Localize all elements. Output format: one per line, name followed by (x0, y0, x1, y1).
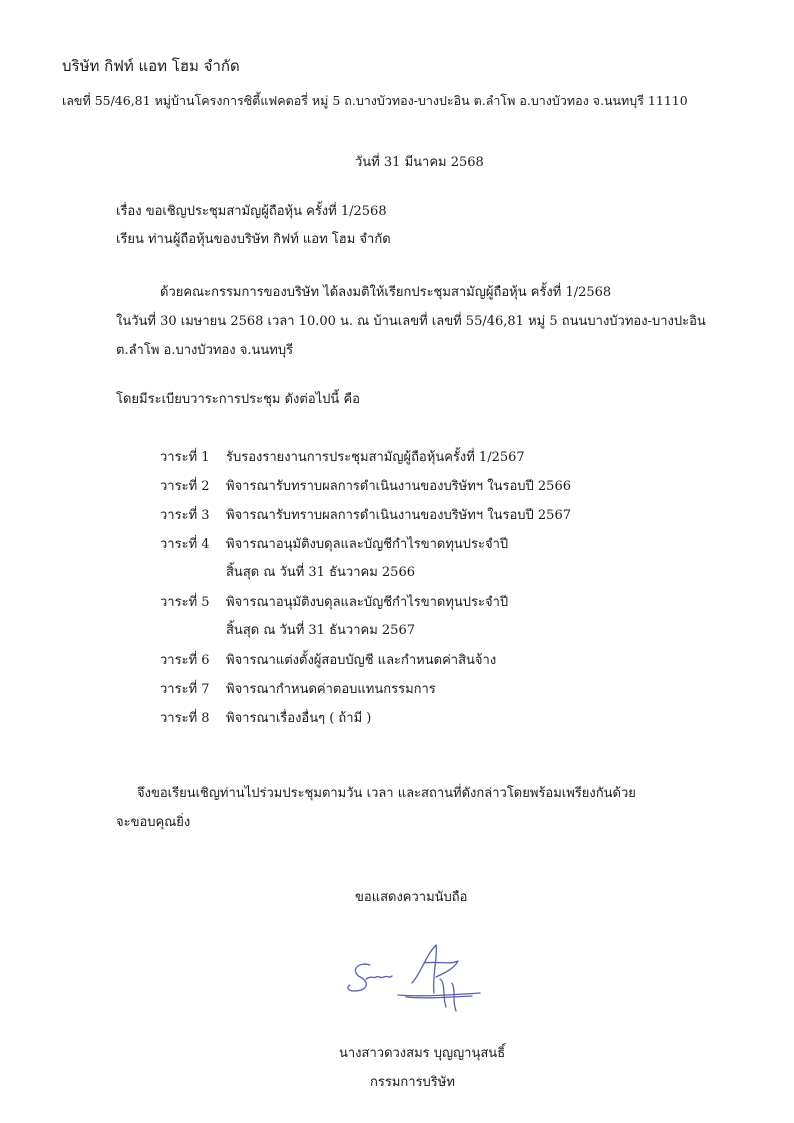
agenda-intro: โดยมีระเบียบวาระการประชุม ดังต่อไปนี้ คือ (116, 392, 360, 407)
agenda-text: พิจารณาแต่งตั้งผู้สอบบัญชี และกำหนดค่าสินจ้าง (226, 653, 497, 668)
agenda-text: พิจารณากำหนดค่าตอบแทนกรรมการ (226, 682, 436, 697)
agenda-item-4 (0, 533, 794, 591)
agenda-item-2 (0, 475, 794, 504)
agenda-item-8 (0, 707, 794, 736)
agenda-item-1 (0, 446, 794, 475)
agenda-text: พิจารณาเรื่องอื่นๆ ( ถ้ามี ) (226, 711, 372, 726)
signature-stroke (348, 964, 370, 991)
agenda-label: วาระที่ 2 (160, 479, 210, 494)
letter-subject: เรื่อง ขอเชิญประชุมสามัญผู้ถือหุ้น ครั้งที่ 1/2568 (116, 204, 387, 219)
agenda-label: วาระที่ 1 (160, 450, 210, 465)
agenda-label: วาระที่ 7 (160, 682, 210, 697)
signature-stroke (412, 945, 436, 993)
company-name: บริษัท กิฟท์ แอท โฮม จำกัด (62, 57, 240, 75)
agenda-item-5 (0, 591, 794, 649)
agenda-text: พิจารณารับทราบผลการดำเนินงานของบริษัทฯ ในรอบปี 2567 (226, 508, 571, 523)
agenda-item-6 (0, 649, 794, 678)
handwritten-signature (340, 935, 490, 1020)
agenda-label: วาระที่ 3 (160, 508, 210, 523)
agenda-text: พิจารณาอนุมัติงบดุลและบัญชีกำไรขาดทุนประจำปี (226, 537, 509, 552)
company-address: เลขที่ 55/46,81 หมู่บ้านโครงการซิตี้แฟคตอรี่ หมู่ 5 ถ.บางบัวทอง-บางปะอิน ต.ลำโพ อ.บางบัวทอง จ.นนทบุรี 11110 (62, 93, 688, 108)
agenda-label: วาระที่ 4 (160, 537, 210, 552)
agenda-text: พิจารณารับทราบผลการดำเนินงานของบริษัทฯ ในรอบปี 2566 (226, 479, 571, 494)
signature-stroke (398, 993, 480, 996)
agenda-text: รับรองรายงานการประชุมสามัญผู้ถือหุ้นครั้งที่ 1/2567 (226, 450, 525, 465)
agenda-label: วาระที่ 8 (160, 711, 210, 726)
agenda-label: วาระที่ 6 (160, 653, 210, 668)
letter-date: วันที่ 31 มีนาคม 2568 (355, 155, 484, 170)
closing-line-1: จึงขอเรียนเชิญท่านไปร่วมประชุมตามวัน เวลา และสถานที่ดังกล่าวโดยพร้อมเพรียงกันด้วย (137, 786, 636, 801)
signature-stroke (424, 961, 458, 977)
signature-stroke (440, 979, 446, 1007)
closing-line-2: จะขอบคุณยิ่ง (116, 815, 191, 830)
agenda-item-3 (0, 504, 794, 533)
agenda-text-continued: สิ้นสุด ณ วันที่ 31 ธันวาคม 2566 (226, 565, 415, 580)
body-line-3: ต.ลำโพ อ.บางบัวทอง จ.นนทบุรี (116, 343, 294, 358)
agenda-text-continued: สิ้นสุด ณ วันที่ 31 ธันวาคม 2567 (226, 623, 415, 638)
signer-title: กรรมการบริษัท (370, 1075, 455, 1090)
agenda-item-7 (0, 678, 794, 707)
agenda-text: พิจารณาอนุมัติงบดุลและบัญชีกำไรขาดทุนประจำปี (226, 595, 509, 610)
body-line-1: ด้วยคณะกรรมการของบริษัท ได้ลงมติให้เรียกประชุมสามัญผู้ถือหุ้น ครั้งที่ 1/2568 (160, 285, 612, 300)
letter-recipient: เรียน ท่านผู้ถือหุ้นของบริษัท กิฟท์ แอท โฮม จำกัด (116, 232, 391, 247)
signer-name: นางสาวดวงสมร บุญญานุสนธิ์ (339, 1046, 506, 1061)
body-line-2: ในวันที่ 30 เมษายน 2568 เวลา 10.00 น. ณ บ้านเลขที่ เลขที่ 55/46,81 หมู่ 5 ถนนบางบัวทอง-บางปะอิน (116, 314, 706, 329)
closing-regards: ขอแสดงความนับถือ (355, 890, 468, 905)
signature-stroke (366, 976, 392, 979)
agenda-label: วาระที่ 5 (160, 595, 210, 610)
